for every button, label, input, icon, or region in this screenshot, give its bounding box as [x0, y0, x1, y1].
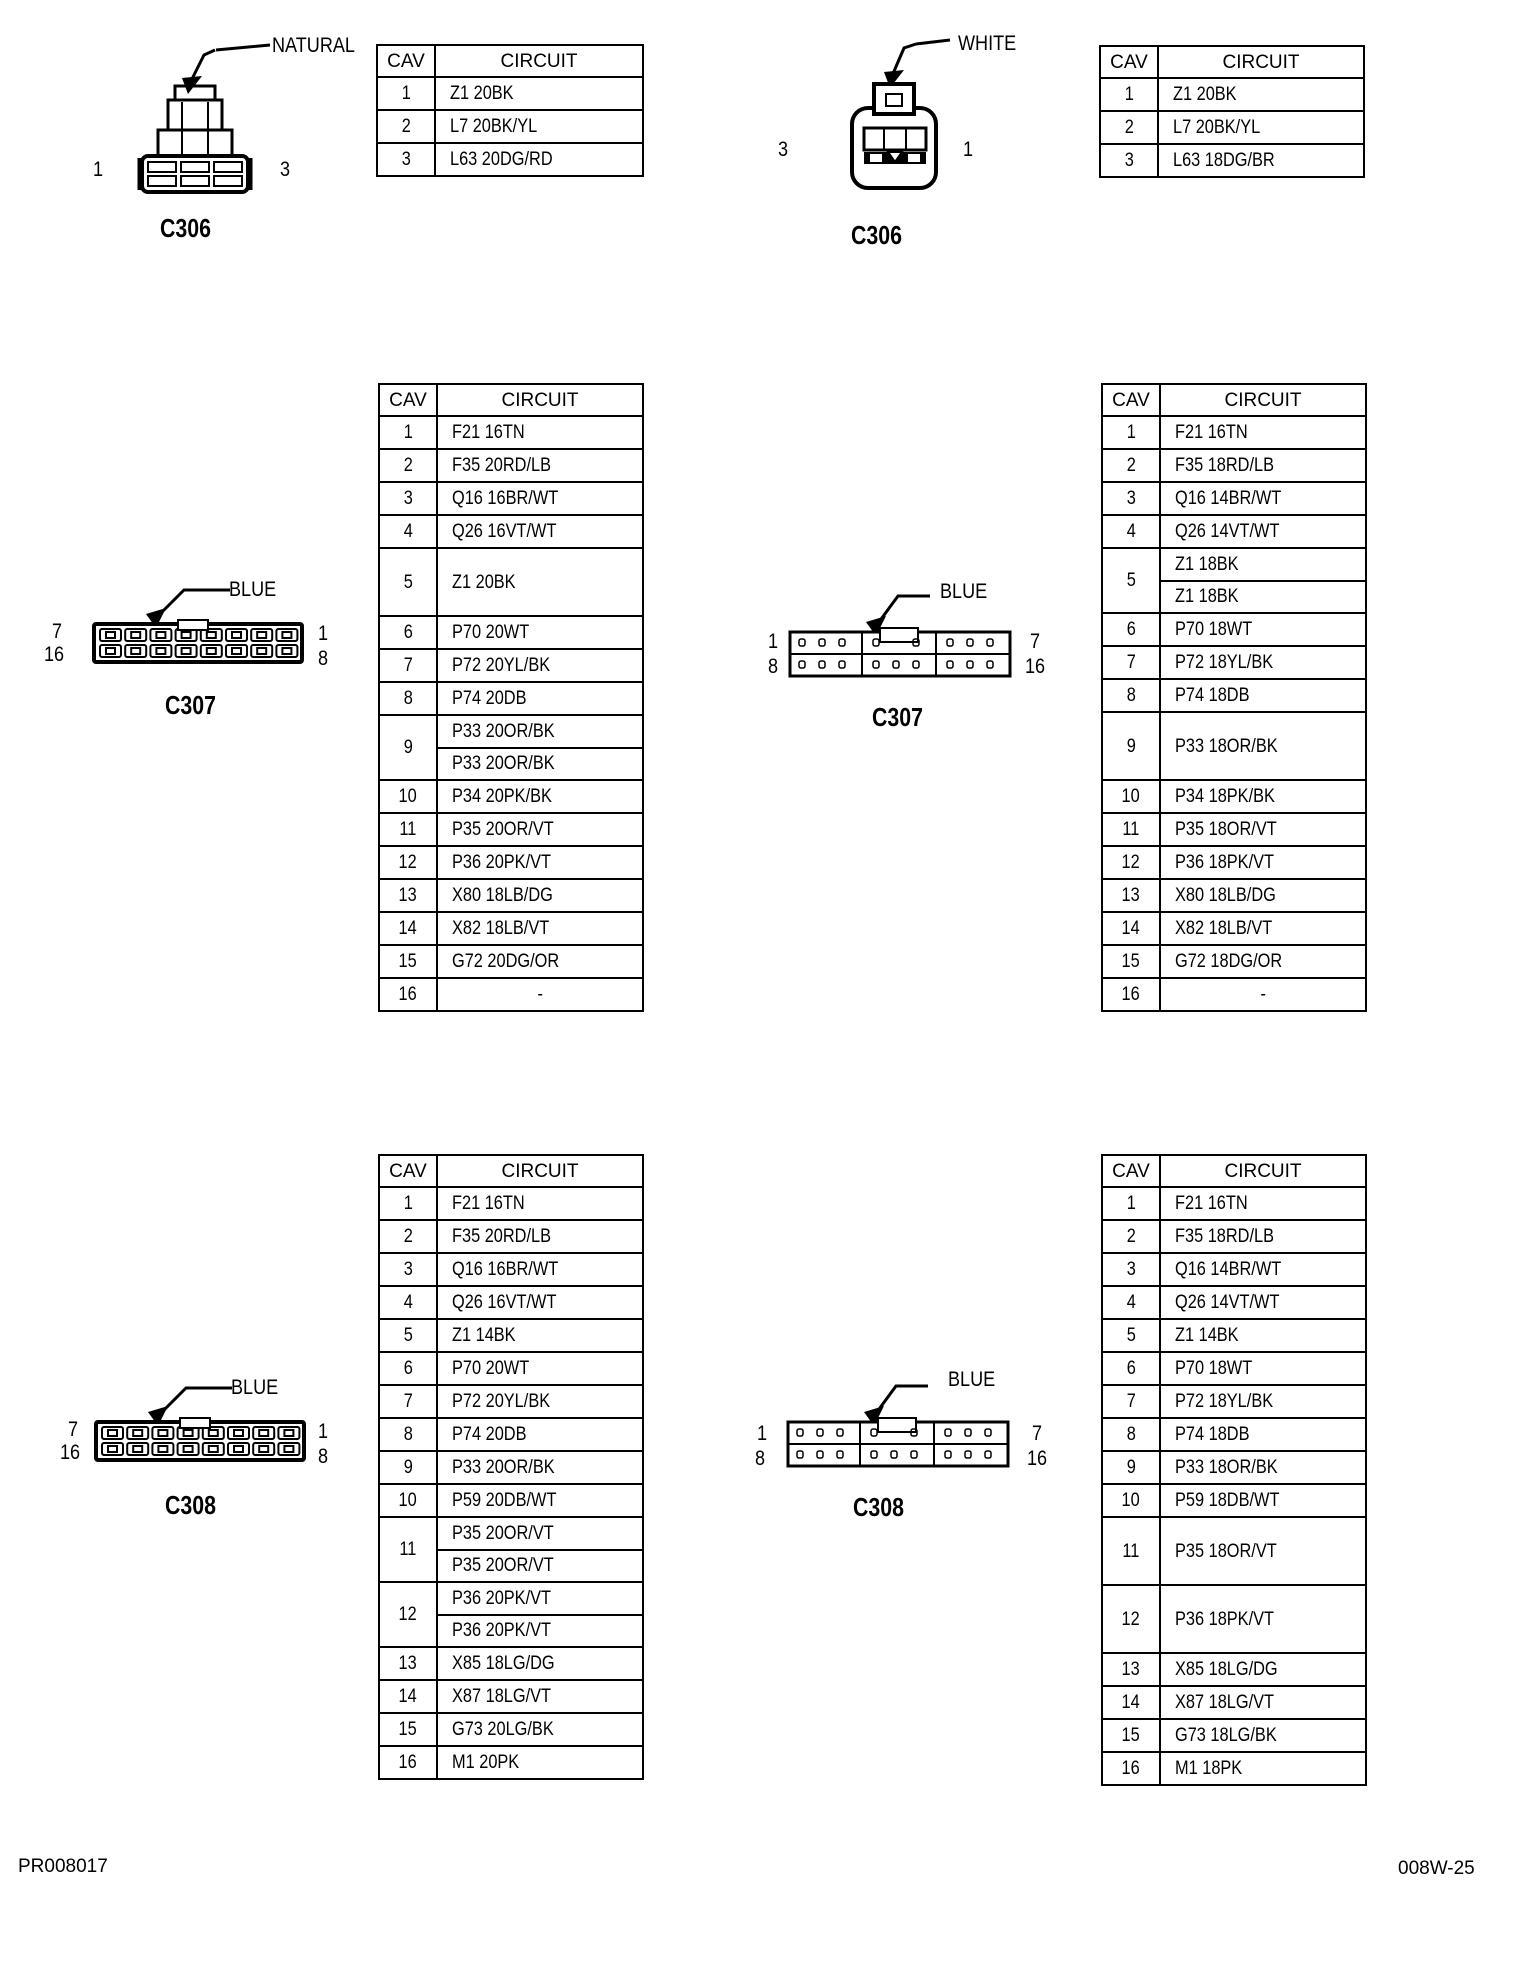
table-row	[379, 616, 643, 649]
c307-right-color-label: BLUE	[940, 580, 988, 603]
circuit-header: CIRCUIT	[1158, 46, 1364, 78]
circuit-value: Z1 18BK	[1160, 581, 1366, 614]
table-row	[379, 1253, 643, 1286]
cav-number: 6	[379, 1352, 437, 1385]
circuit-value: X80 18LB/DG	[1160, 879, 1366, 912]
table-row	[1102, 1352, 1366, 1385]
cav-number: 6	[379, 616, 437, 649]
cav-number: 4	[1102, 1286, 1160, 1319]
circuit-value: Q26 16VT/WT	[437, 1286, 643, 1319]
circuit-value: G72 18DG/OR	[1160, 945, 1366, 978]
circuit-value: X87 18LG/VT	[437, 1680, 643, 1713]
circuit-value: G73 20LG/BK	[437, 1713, 643, 1746]
table-row	[1102, 1719, 1366, 1752]
circuit-value: -	[437, 978, 643, 1011]
table-row	[377, 110, 643, 143]
circuit-value: -	[1160, 978, 1366, 1011]
circuit-header: CIRCUIT	[437, 384, 643, 416]
circuit-value: Z1 20BK	[1158, 78, 1364, 111]
circuit-value: L7 20BK/YL	[1158, 111, 1364, 144]
cav-header: CAV	[379, 1155, 437, 1187]
circuit-value: L7 20BK/YL	[435, 110, 643, 143]
c306-left-cavity-table	[376, 44, 644, 177]
table-row	[379, 846, 643, 879]
cav-number: 10	[1102, 780, 1160, 813]
circuit-value: F35 18RD/LB	[1160, 449, 1366, 482]
circuit-value: P36 20PK/VT	[437, 1582, 643, 1615]
circuit-value: P70 20WT	[437, 1352, 643, 1385]
table-row	[1102, 1686, 1366, 1719]
cav-number: 5	[1102, 548, 1160, 613]
c308-right-cavity-table	[1101, 1154, 1367, 1786]
c308-right-pin-7-label: 7	[1032, 1422, 1043, 1445]
circuit-value: P72 20YL/BK	[437, 1385, 643, 1418]
cav-number: 14	[1102, 1686, 1160, 1719]
table-row	[1100, 78, 1364, 111]
c308-left-connector-drawing	[82, 1376, 322, 1466]
circuit-value: L63 18DG/BR	[1158, 144, 1364, 177]
table-row	[379, 945, 643, 978]
cav-number: 12	[379, 1582, 437, 1647]
table-row	[1100, 111, 1364, 144]
circuit-value: G72 20DG/OR	[437, 945, 643, 978]
table-row	[379, 1647, 643, 1680]
table-row	[379, 1582, 643, 1615]
circuit-value: P33 20OR/BK	[437, 748, 643, 781]
circuit-header: CIRCUIT	[435, 45, 643, 77]
table-row	[1102, 515, 1366, 548]
table-row	[1102, 1220, 1366, 1253]
table-row	[1102, 780, 1366, 813]
cav-number: 11	[379, 1517, 437, 1582]
c307-right-title: C307	[872, 702, 923, 732]
table-row	[1102, 1484, 1366, 1517]
table-header-row	[1102, 1155, 1366, 1187]
cav-number: 5	[379, 1319, 437, 1352]
cav-number: 14	[1102, 912, 1160, 945]
table-row	[1102, 712, 1366, 780]
circuit-value: Z1 20BK	[437, 548, 643, 616]
circuit-value: P34 20PK/BK	[437, 780, 643, 813]
table-row	[1102, 1385, 1366, 1418]
circuit-value: Q26 16VT/WT	[437, 515, 643, 548]
table-row	[379, 1484, 643, 1517]
circuit-value: P36 20PK/VT	[437, 846, 643, 879]
cav-header: CAV	[1102, 1155, 1160, 1187]
cav-number: 16	[1102, 1752, 1160, 1785]
c306-left-color-label: NATURAL	[272, 34, 355, 57]
cav-number: 15	[379, 1713, 437, 1746]
connector-latch	[180, 1418, 210, 1428]
table-row	[1102, 1418, 1366, 1451]
table-row	[1102, 1752, 1366, 1785]
cav-number: 2	[377, 110, 435, 143]
cav-number: 2	[1100, 111, 1158, 144]
circuit-value: Q16 14BR/WT	[1160, 1253, 1366, 1286]
c308-right-color-label: BLUE	[948, 1368, 996, 1391]
circuit-value: X80 18LB/DG	[437, 879, 643, 912]
circuit-value: P74 20DB	[437, 1418, 643, 1451]
c307-right-pin-7-label: 7	[1030, 630, 1041, 653]
circuit-value: P59 20DB/WT	[437, 1484, 643, 1517]
cav-number: 9	[1102, 712, 1160, 780]
c307-left-title: C307	[165, 690, 216, 720]
cav-number: 1	[1102, 416, 1160, 449]
circuit-value: P36 18PK/VT	[1160, 1585, 1366, 1653]
cav-number: 4	[379, 1286, 437, 1319]
cav-number: 3	[379, 1253, 437, 1286]
circuit-value: G73 18LG/BK	[1160, 1719, 1366, 1752]
cav-number: 8	[1102, 679, 1160, 712]
cav-number: 8	[379, 1418, 437, 1451]
circuit-value: X85 18LG/DG	[437, 1647, 643, 1680]
table-row	[1102, 1253, 1366, 1286]
cav-number: 3	[377, 143, 435, 176]
c306-right-pin-1-label: 1	[963, 138, 974, 161]
circuit-value: F35 18RD/LB	[1160, 1220, 1366, 1253]
cav-number: 12	[1102, 846, 1160, 879]
circuit-value: X82 18LB/VT	[1160, 912, 1366, 945]
table-header-row	[1102, 384, 1366, 416]
cav-number: 4	[1102, 515, 1160, 548]
circuit-value: P35 18OR/VT	[1160, 813, 1366, 846]
c307-right-pin-16-label: 16	[1025, 655, 1046, 678]
table-row	[379, 1713, 643, 1746]
circuit-value: F21 16TN	[437, 416, 643, 449]
cav-number: 1	[1102, 1187, 1160, 1220]
table-row	[379, 449, 643, 482]
table-row	[1102, 613, 1366, 646]
cav-number: 6	[1102, 1352, 1160, 1385]
table-row	[1102, 1286, 1366, 1319]
cav-number: 13	[379, 879, 437, 912]
c308-right-pin-8-label: 8	[755, 1447, 766, 1470]
cav-number: 1	[379, 416, 437, 449]
c308-left-cavity-table	[378, 1154, 644, 1780]
cav-number: 1	[379, 1187, 437, 1220]
circuit-value: F21 16TN	[1160, 416, 1366, 449]
table-row	[379, 879, 643, 912]
table-row	[1102, 416, 1366, 449]
circuit-value: P35 20OR/VT	[437, 1517, 643, 1550]
table-row	[379, 1286, 643, 1319]
cav-number: 8	[379, 682, 437, 715]
table-row	[1102, 646, 1366, 679]
circuit-value: P70 18WT	[1160, 1352, 1366, 1385]
cav-header: CAV	[377, 45, 435, 77]
circuit-value: P33 20OR/BK	[437, 715, 643, 748]
cav-number: 4	[379, 515, 437, 548]
c308-left-pin-7-label: 7	[68, 1418, 79, 1441]
table-row	[379, 1220, 643, 1253]
c307-left-pin-1-label: 1	[318, 622, 329, 645]
circuit-value: P33 18OR/BK	[1160, 712, 1366, 780]
cav-number: 14	[379, 912, 437, 945]
circuit-value: L63 20DG/RD	[435, 143, 643, 176]
cav-number: 9	[379, 1451, 437, 1484]
cav-number: 11	[1102, 813, 1160, 846]
c306-left-pin-1-label: 1	[93, 158, 104, 181]
cav-number: 7	[1102, 646, 1160, 679]
table-row	[1102, 879, 1366, 912]
circuit-value: P59 18DB/WT	[1160, 1484, 1366, 1517]
cav-number: 11	[379, 813, 437, 846]
table-row	[379, 978, 643, 1011]
table-row	[1102, 813, 1366, 846]
c308-left-pin-16-label: 16	[60, 1441, 81, 1464]
cav-number: 14	[379, 1680, 437, 1713]
table-row	[1102, 1653, 1366, 1686]
c306-right-color-label: WHITE	[958, 32, 1017, 55]
circuit-value: X85 18LG/DG	[1160, 1653, 1366, 1686]
cav-number: 15	[1102, 1719, 1160, 1752]
cav-number: 13	[1102, 1653, 1160, 1686]
table-row	[1102, 1585, 1366, 1653]
c308-left-title: C308	[165, 1490, 216, 1520]
table-row	[1100, 144, 1364, 177]
cav-number: 8	[1102, 1418, 1160, 1451]
table-row	[379, 1352, 643, 1385]
cav-number: 2	[379, 449, 437, 482]
table-row	[1102, 679, 1366, 712]
connector-latch	[178, 620, 208, 630]
table-row	[379, 1418, 643, 1451]
circuit-header: CIRCUIT	[437, 1155, 643, 1187]
c306-right-connector-drawing	[800, 36, 990, 206]
circuit-value: P34 18PK/BK	[1160, 780, 1366, 813]
circuit-value: P35 20OR/VT	[437, 1550, 643, 1583]
cav-number: 16	[1102, 978, 1160, 1011]
table-row	[377, 143, 643, 176]
circuit-value: X82 18LB/VT	[437, 912, 643, 945]
circuit-value: Q16 16BR/WT	[437, 482, 643, 515]
table-header-row	[379, 1155, 643, 1187]
cav-header: CAV	[1102, 384, 1160, 416]
c307-left-connector-drawing	[80, 578, 320, 668]
c306-left-title: C306	[160, 213, 211, 243]
table-row	[1102, 1451, 1366, 1484]
circuit-value: P70 18WT	[1160, 613, 1366, 646]
circuit-value: P35 18OR/VT	[1160, 1517, 1366, 1585]
circuit-value: X87 18LG/VT	[1160, 1686, 1366, 1719]
c307-left-cavity-table	[378, 383, 644, 1012]
c308-right-pin-1-label: 1	[757, 1422, 768, 1445]
cav-number: 7	[379, 649, 437, 682]
table-row	[379, 912, 643, 945]
cav-number: 2	[1102, 1220, 1160, 1253]
circuit-value: Q26 14VT/WT	[1160, 1286, 1366, 1319]
table-row	[1102, 1517, 1366, 1585]
circuit-value: M1 18PK	[1160, 1752, 1366, 1785]
cav-number: 7	[379, 1385, 437, 1418]
circuit-value: Q26 14VT/WT	[1160, 515, 1366, 548]
cav-number: 1	[377, 77, 435, 110]
table-row	[379, 1187, 643, 1220]
table-row	[379, 1385, 643, 1418]
c306-right-title: C306	[851, 220, 902, 250]
cav-number: 2	[1102, 449, 1160, 482]
cav-number: 12	[1102, 1585, 1160, 1653]
table-row	[379, 416, 643, 449]
circuit-value: P72 18YL/BK	[1160, 646, 1366, 679]
figure-id-right: 008W-25	[1398, 1858, 1475, 1879]
table-row	[379, 1517, 643, 1550]
table-row	[379, 482, 643, 515]
table-header-row	[377, 45, 643, 77]
table-row	[1102, 978, 1366, 1011]
cav-number: 10	[379, 780, 437, 813]
cav-number: 3	[1100, 144, 1158, 177]
table-row	[1102, 846, 1366, 879]
circuit-value: M1 20PK	[437, 1746, 643, 1779]
table-row	[379, 548, 643, 616]
figure-id-left: PR008017	[18, 1856, 108, 1877]
c307-right-pin-1-label: 1	[768, 630, 779, 653]
cav-number: 10	[1102, 1484, 1160, 1517]
circuit-value: Q16 14BR/WT	[1160, 482, 1366, 515]
circuit-header: CIRCUIT	[1160, 1155, 1366, 1187]
table-row	[377, 77, 643, 110]
table-row	[1102, 482, 1366, 515]
cav-number: 3	[379, 482, 437, 515]
cav-number: 10	[379, 1484, 437, 1517]
c308-left-color-label: BLUE	[231, 1376, 279, 1399]
cav-number: 9	[379, 715, 437, 780]
table-row	[379, 1451, 643, 1484]
circuit-value: P33 18OR/BK	[1160, 1451, 1366, 1484]
c306-left-connector-drawing	[120, 40, 290, 210]
cav-number: 9	[1102, 1451, 1160, 1484]
circuit-value: Z1 20BK	[435, 77, 643, 110]
circuit-value: Z1 18BK	[1160, 548, 1366, 581]
table-row	[379, 813, 643, 846]
circuit-value: Z1 14BK	[437, 1319, 643, 1352]
cav-number: 2	[379, 1220, 437, 1253]
table-row	[379, 1746, 643, 1779]
cav-number: 15	[1102, 945, 1160, 978]
circuit-value: P36 20PK/VT	[437, 1615, 643, 1648]
cav-header: CAV	[1100, 46, 1158, 78]
c308-right-pin-16-label: 16	[1027, 1447, 1048, 1470]
cav-header: CAV	[379, 384, 437, 416]
circuit-value: F35 20RD/LB	[437, 449, 643, 482]
cav-number: 16	[379, 978, 437, 1011]
circuit-value: P33 20OR/BK	[437, 1451, 643, 1484]
c307-left-color-label: BLUE	[229, 578, 277, 601]
table-row	[379, 1319, 643, 1352]
table-row	[1102, 1319, 1366, 1352]
cav-number: 7	[1102, 1385, 1160, 1418]
circuit-value: Q16 16BR/WT	[437, 1253, 643, 1286]
circuit-header: CIRCUIT	[1160, 384, 1366, 416]
c308-right-title: C308	[853, 1492, 904, 1522]
cav-number: 13	[1102, 879, 1160, 912]
cav-number: 6	[1102, 613, 1160, 646]
cav-number: 11	[1102, 1517, 1160, 1585]
circuit-value: P72 18YL/BK	[1160, 1385, 1366, 1418]
c307-left-pin-7-label: 7	[52, 620, 63, 643]
circuit-value: F21 16TN	[437, 1187, 643, 1220]
cav-number: 3	[1102, 1253, 1160, 1286]
c307-left-pin-8-label: 8	[318, 647, 329, 670]
circuit-value: F35 20RD/LB	[437, 1220, 643, 1253]
cav-number: 3	[1102, 482, 1160, 515]
circuit-value: P70 20WT	[437, 616, 643, 649]
cav-number: 16	[379, 1746, 437, 1779]
cav-number: 5	[1102, 1319, 1160, 1352]
c306-right-pin-3-label: 3	[778, 138, 789, 161]
circuit-value: P36 18PK/VT	[1160, 846, 1366, 879]
c306-left-pin-3-label: 3	[280, 158, 291, 181]
table-row	[379, 682, 643, 715]
table-row	[379, 1680, 643, 1713]
table-row	[379, 649, 643, 682]
c307-right-pin-8-label: 8	[768, 655, 779, 678]
table-row	[1102, 548, 1366, 581]
circuit-value: P35 20OR/VT	[437, 813, 643, 846]
table-row	[1102, 449, 1366, 482]
c307-left-pin-16-label: 16	[44, 643, 65, 666]
cav-number: 13	[379, 1647, 437, 1680]
c308-left-pin-1-label: 1	[318, 1420, 329, 1443]
table-row	[1102, 945, 1366, 978]
circuit-value: F21 16TN	[1160, 1187, 1366, 1220]
c308-left-pin-8-label: 8	[318, 1445, 329, 1468]
circuit-value: Z1 14BK	[1160, 1319, 1366, 1352]
table-row	[379, 515, 643, 548]
table-row	[379, 715, 643, 748]
table-row	[1102, 1187, 1366, 1220]
table-row	[1102, 912, 1366, 945]
cav-number: 1	[1100, 78, 1158, 111]
circuit-value: P72 20YL/BK	[437, 649, 643, 682]
table-header-row	[1100, 46, 1364, 78]
table-row	[379, 780, 643, 813]
c307-right-cavity-table	[1101, 383, 1367, 1012]
c306-right-cavity-table	[1099, 45, 1365, 178]
circuit-value: P74 20DB	[437, 682, 643, 715]
circuit-value: P74 18DB	[1160, 1418, 1366, 1451]
cav-number: 15	[379, 945, 437, 978]
circuit-value: P74 18DB	[1160, 679, 1366, 712]
cav-number: 12	[379, 846, 437, 879]
cav-number: 5	[379, 548, 437, 616]
table-header-row	[379, 384, 643, 416]
